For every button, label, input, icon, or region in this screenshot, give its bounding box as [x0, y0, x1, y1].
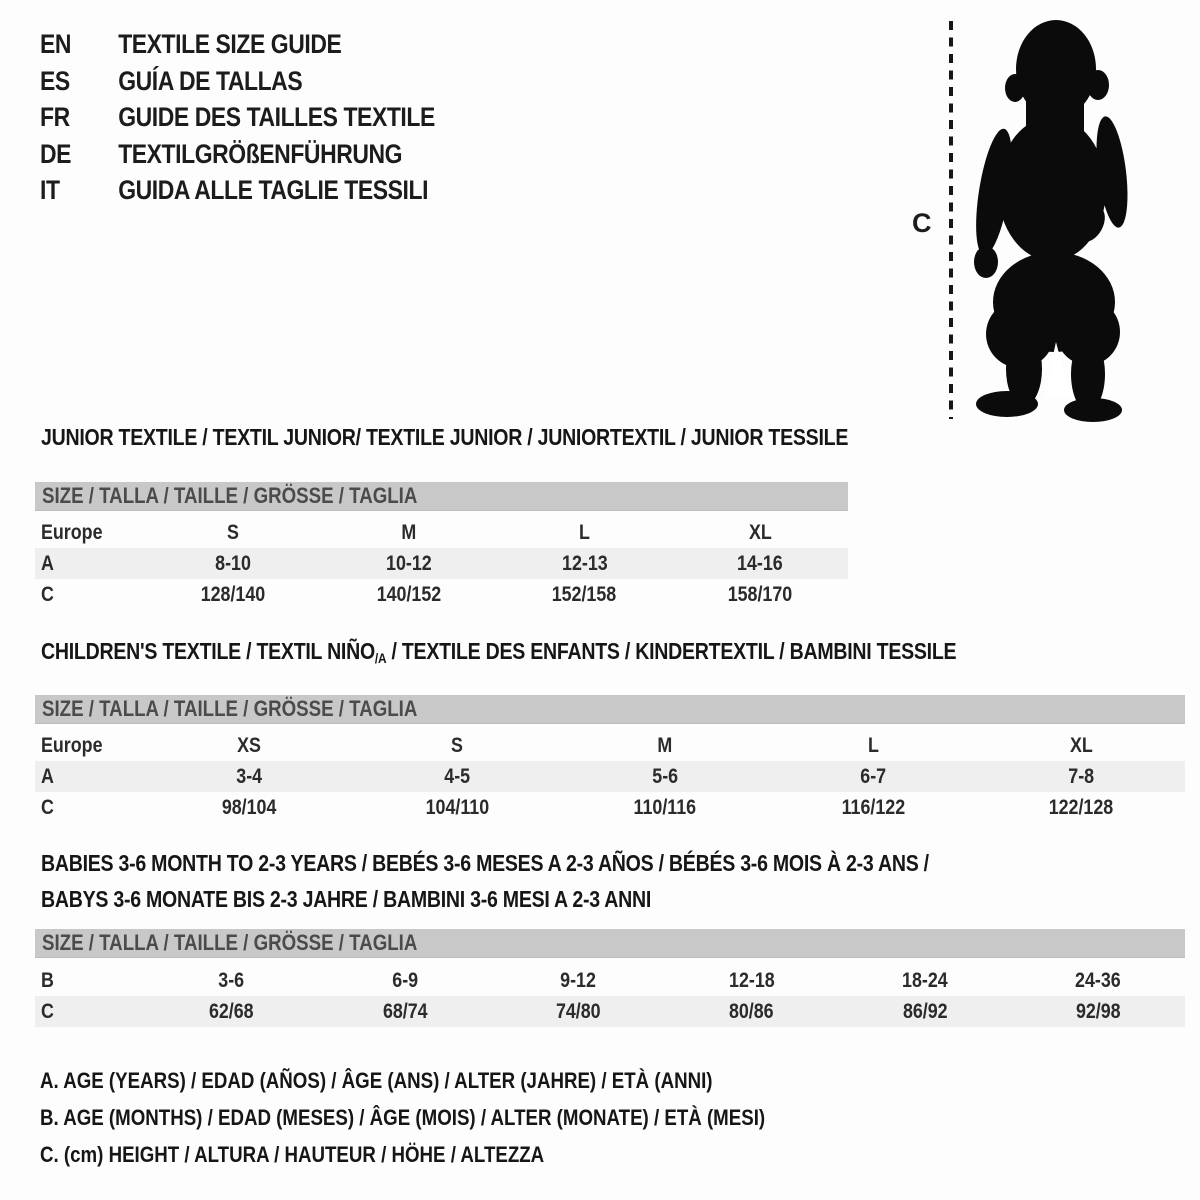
babies-section	[35, 845, 1185, 1027]
lang-code: DE	[40, 138, 72, 169]
table-row	[35, 761, 1185, 792]
size-cell: 3-6	[218, 968, 245, 992]
table-row	[35, 548, 848, 579]
legend-line-a: A. AGE (YEARS) / EDAD (AÑOS) / ÂGE (ANS) / ALTER (JAHRE) / ETÀ (ANNI)	[40, 1068, 713, 1093]
lang-code: EN	[40, 29, 72, 59]
size-cell: 14-16	[737, 551, 783, 575]
lang-row-de	[40, 136, 435, 173]
table-row	[35, 792, 1185, 823]
size-cell: L	[578, 520, 590, 544]
children-section	[35, 638, 1185, 823]
lang-title: GUIDE DES TAILLES TEXTILE	[118, 102, 435, 132]
height-measure-line	[949, 21, 953, 419]
size-cell: M	[657, 733, 673, 757]
babies-table	[35, 965, 1185, 1027]
lang-row-es	[40, 63, 435, 100]
size-cell: S	[226, 520, 239, 544]
row-label: C	[41, 582, 54, 606]
size-cell: 74/80	[555, 999, 601, 1023]
size-cell: XL	[1069, 733, 1093, 757]
size-cell: 116/122	[841, 795, 905, 819]
size-cell: 24-36	[1075, 968, 1122, 992]
size-cell: 3-4	[236, 764, 262, 788]
row-label: C	[41, 795, 54, 819]
table-row	[35, 730, 1185, 761]
junior-table	[35, 517, 848, 610]
lang-title: GUIDA ALLE TAGLIE TESSILI	[118, 175, 429, 205]
size-cell: M	[401, 520, 417, 544]
lang-code: IT	[40, 175, 60, 205]
lang-code: ES	[40, 65, 70, 96]
size-cell: 6-9	[392, 968, 418, 992]
size-cell: 18-24	[902, 968, 948, 992]
toddler-silhouette-icon	[960, 14, 1142, 429]
lang-title: TEXTILE SIZE GUIDE	[118, 29, 342, 59]
junior-section-title: JUNIOR TEXTILE / TEXTIL JUNIOR/ TEXTILE JUNIOR / JUNIORTEXTIL / JUNIOR TESSILE	[41, 424, 849, 450]
nino-a-subscript: /A	[374, 650, 387, 666]
size-cell: 7-8	[1068, 764, 1094, 788]
size-cell: 4-5	[444, 764, 470, 788]
junior-size-band: SIZE / TALLA / TAILLE / GRÖSSE / TAGLIA	[35, 482, 848, 511]
lang-row-en	[40, 26, 435, 63]
size-cell: XL	[748, 520, 772, 544]
row-label: Europe	[41, 733, 103, 757]
size-cell: 8-10	[215, 551, 251, 575]
language-header	[40, 26, 505, 209]
size-cell: 122/128	[1048, 795, 1114, 819]
size-cell: 9-12	[560, 968, 597, 992]
lang-title: GUÍA DE TALLAS	[118, 65, 303, 96]
size-cell: 104/110	[425, 795, 489, 819]
table-row	[35, 517, 848, 548]
size-cell: 12-18	[728, 968, 775, 992]
size-cell: 5-6	[652, 764, 678, 788]
children-size-band: SIZE / TALLA / TAILLE / GRÖSSE / TAGLIA	[35, 695, 1185, 724]
size-cell: XS	[237, 733, 261, 757]
legend-line-b: B. AGE (MONTHS) / EDAD (MESES) / ÂGE (MOIS) / ALTER (MONATE) / ETÀ (MESI)	[40, 1105, 766, 1130]
children-table	[35, 730, 1185, 823]
row-label: Europe	[41, 520, 103, 544]
size-cell: 152/158	[552, 582, 617, 606]
size-cell: 158/170	[727, 582, 793, 606]
size-cell: 98/104	[221, 795, 277, 819]
size-cell: 128/140	[200, 582, 266, 606]
size-cell: 62/68	[209, 999, 254, 1023]
lang-row-it	[40, 172, 435, 209]
table-row	[35, 965, 1185, 996]
row-label: A	[41, 764, 54, 788]
lang-title: TEXTILGRÖßENFÜHRUNG	[118, 138, 403, 169]
size-cell: L	[867, 733, 879, 757]
row-label: C	[41, 999, 54, 1023]
babies-section-title: BABIES 3-6 MONTH TO 2-3 YEARS / BEBÉS 3-6 MESES A 2-3 AÑOS / BÉBÉS 3-6 MOIS À 2-3 ANS / BABYS 3-6 MONATE BIS 2-3 JAHRE / BAMBINI 3-6 MESI A 2-3 ANNI	[41, 850, 929, 912]
size-cell: 140/152	[376, 582, 441, 606]
babies-size-band: SIZE / TALLA / TAILLE / GRÖSSE / TAGLIA	[35, 929, 1185, 958]
junior-section	[35, 424, 848, 610]
children-section-title: CHILDREN'S TEXTILE / TEXTIL $NIÑO_{/A}$ / TEXTILE DES ENFANTS / KINDERTEXTIL / BAMBINI TESSILE	[41, 638, 957, 666]
size-cell: 92/98	[1075, 999, 1121, 1023]
lang-code: FR	[40, 102, 70, 132]
size-cell: S	[451, 733, 463, 757]
legend-line-c: C. (cm) HEIGHT / ALTURA / HAUTEUR / HÖHE / ALTEZZA	[40, 1142, 545, 1167]
size-cell: 68/74	[382, 999, 428, 1023]
size-cell: 80/86	[729, 999, 774, 1023]
row-label: B	[41, 968, 54, 992]
height-measure-label: C	[912, 208, 932, 238]
table-row	[35, 996, 1185, 1027]
row-label: A	[41, 551, 54, 575]
size-cell: 12-13	[561, 551, 608, 575]
table-row	[35, 579, 848, 610]
size-cell: 110/116	[633, 795, 697, 819]
lang-row-fr	[40, 99, 435, 136]
size-cell: 6-7	[860, 764, 886, 788]
legend	[40, 1062, 893, 1173]
size-cell: 10-12	[385, 551, 432, 575]
size-cell: 86/92	[902, 999, 948, 1023]
